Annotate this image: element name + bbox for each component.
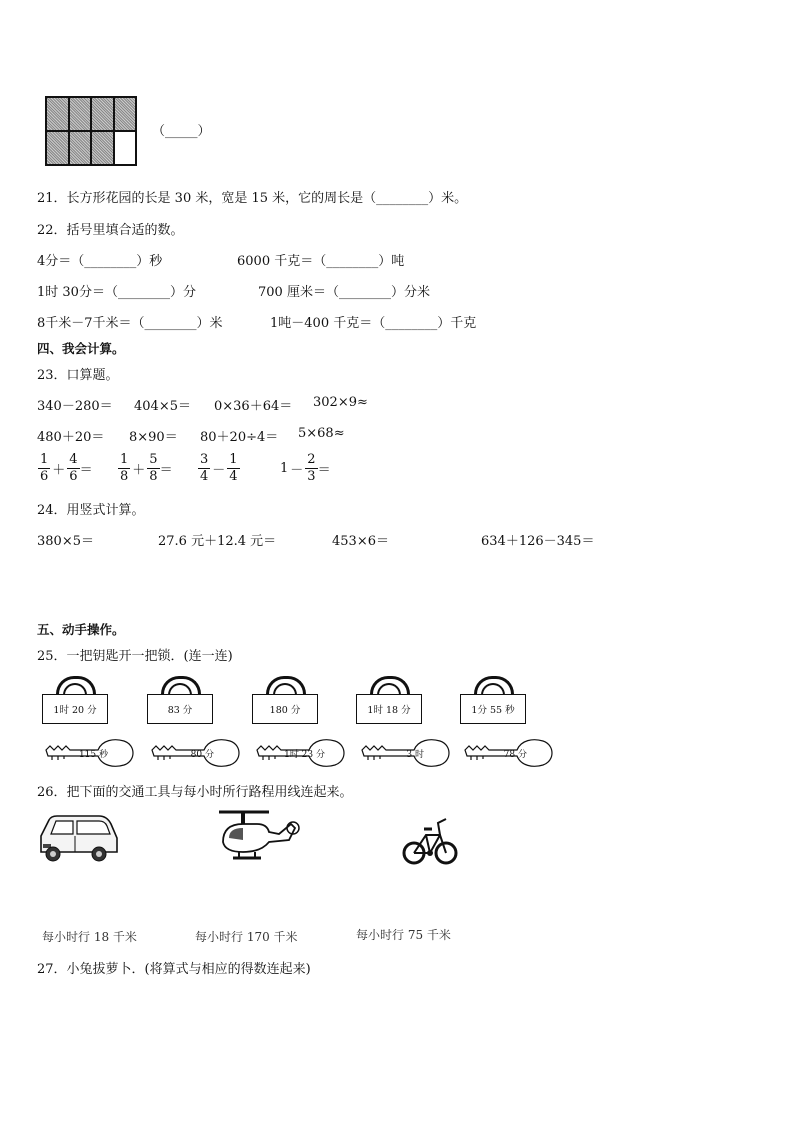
lock: 1时 20 分 [42, 676, 106, 732]
q22-item: 700 厘米＝（________）分米 [258, 285, 430, 300]
q23-item: 80＋20÷4＝ [200, 430, 279, 445]
q26-title: 26．把下面的交通工具与每小时所行路程用线连起来。 [37, 785, 353, 800]
lock: 1分 55 秒 [460, 676, 524, 732]
q24-item: 27.6 元＋12.4 元＝ [158, 534, 277, 549]
fraction-expression: $\frac{1}{8}$ ＋ $\frac{5}{8}$ ＝ [120, 452, 173, 484]
q22-title: 22．括号里填合适的数。 [37, 223, 184, 238]
key: 1时 23 分 [255, 738, 347, 768]
q24-item: 380×5＝ [37, 534, 94, 549]
q21-text: 21．长方形花园的长是 30 米，宽是 15 米，它的周长是（________）米。 [37, 191, 468, 206]
q24-title: 24．用竖式计算。 [37, 503, 145, 518]
q25-title: 25．一把钥匙开一把锁．(连一连) [37, 649, 233, 664]
q22-item: 1吨－400 千克＝（________）千克 [270, 316, 477, 331]
lock: 180 分 [252, 676, 316, 732]
q22-item: 6000 千克＝（________）吨 [237, 254, 405, 269]
section-4-heading: 四、我会计算。 [37, 341, 125, 356]
helicopter-icon [217, 806, 301, 872]
q22-item: 1时 30分＝（________）分 [37, 285, 196, 300]
key: 80 分 [150, 738, 242, 768]
lock: 1时 18 分 [356, 676, 420, 732]
q20-answer-blank: （_____） [152, 124, 211, 139]
bicycle-icon [402, 809, 458, 871]
speed-label: 每小时行 75 千米 [356, 928, 451, 942]
q22-item: 8千米－7千米＝（________）米 [37, 316, 223, 331]
q23-item: 302×9≈ [313, 395, 368, 410]
q23-item: 0×36＋64＝ [214, 399, 293, 414]
q23-item: 340－280＝ [37, 399, 113, 414]
key: 115 秒 [44, 738, 136, 768]
key: 78 分 [463, 738, 555, 768]
speed-label: 每小时行 18 千米 [42, 930, 137, 944]
fraction-expression: $\frac{1}{6}$ ＋ $\frac{4}{6}$ ＝ [40, 452, 93, 484]
q27-title: 27．小兔拔萝卜．(将算式与相应的得数连起来) [37, 962, 311, 977]
q23-title: 23．口算题。 [37, 368, 119, 383]
fraction-expression: 1 － $\frac{2}{3}$ ＝ [280, 452, 331, 484]
key: 3 时 [360, 738, 452, 768]
shaded-grid-figure [45, 96, 137, 166]
section-5-heading: 五、动手操作。 [37, 622, 125, 637]
q24-item: 634＋126－345＝ [481, 534, 595, 549]
q23-item: 404×5＝ [134, 399, 191, 414]
car-icon [37, 812, 119, 864]
fraction-expression: $\frac{3}{4}$ － $\frac{1}{4}$ [200, 452, 238, 484]
q23-item: 8×90＝ [129, 430, 178, 445]
lock: 83 分 [147, 676, 211, 732]
q23-item: 480＋20＝ [37, 430, 105, 445]
q24-item: 453×6＝ [332, 534, 389, 549]
q23-item: 5×68≈ [298, 426, 345, 441]
speed-label: 每小时行 170 千米 [195, 930, 298, 944]
q22-item: 4分＝（________）秒 [37, 254, 163, 269]
